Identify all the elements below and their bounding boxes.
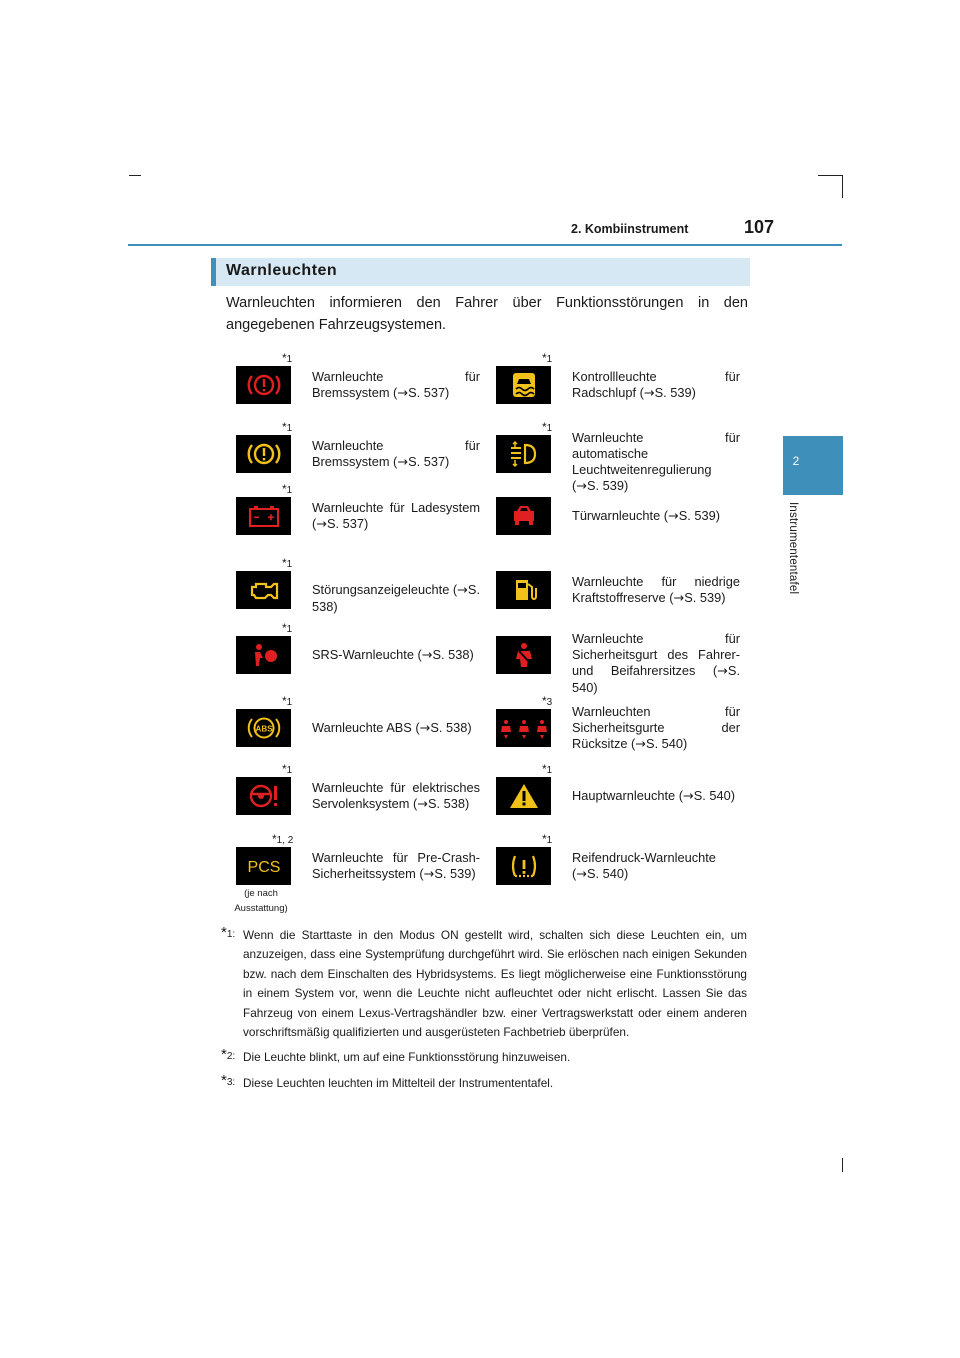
lamp-description [572,430,740,495]
lamp-description-text: SRS-Warnleuchte ( [312,647,422,662]
footnote [221,1048,747,1067]
footnote-marker [542,694,552,708]
lamp-description-text: Warnleuchte für Ladesystem ( [312,500,480,531]
lamp-description-text: Warnleuchte für automatische Leuchtweitenregulierung ( [572,430,740,493]
lamp-description-text: Warnleuchte für niedrige Kraftstoffreserve ( [572,574,740,605]
footnote-text: Wenn die Starttaste in den Modus ON gestellt wird, schalten sich diese Leuchten ein, um anzuzeigen, dass eine Systemprüfung durchgeführt wird. Sie erlöschen nach einigen Sekunden bzw. nach dem Einschalten des Hybridsystems. Es liegt möglicherweise eine Funktionsstörung in einem System vor, wenn die Leuchte nicht aufleuchtet oder nicht erlischt. Lassen Sie das Fahrzeug von einem Lexus-Vertragshändler bzw. einer Vertragswerkstatt oder einem anderen vorschriftsmäßig qualifizierten und ausgerüsteten Fachbetrieb überprüfen. [243,928,747,1040]
footnote [221,926,747,1042]
brake-warning-lamp [236,366,291,404]
abs-icon [247,713,281,743]
lamp-description [572,850,740,883]
footnote-star: * [282,556,287,570]
lamp-description-text: Störungsanzeigeleuchte ( [312,582,458,597]
svg-text:PCS: PCS [247,859,280,876]
arrow-icon: → [635,737,647,752]
page-reference: S. 540) [572,663,740,695]
door-open-lamp [496,497,551,535]
intro-paragraph: Warnleuchten informieren den Fahrer über Funktionsstörungen in den angegebenen Fahrzeugsystemen. [226,295,748,333]
lamp-description [312,582,480,615]
footnote-star: * [282,762,287,776]
lamp-description [312,369,480,402]
arrow-icon: → [682,789,694,804]
fuel-icon [507,575,541,605]
lamp-description [312,720,480,737]
header-rule [128,244,842,246]
arrow-icon: → [576,479,587,494]
battery-lamp [236,497,291,535]
pcs-icon [247,851,281,881]
seatbelt-icon [507,640,541,670]
slip-indicator-lamp [496,366,551,404]
footnote-star: * [272,832,277,846]
footnote-label-number: 2: [226,1051,236,1063]
footnote-marker [542,762,552,776]
footnote-number: 1, 2 [276,835,294,846]
tire-pressure-icon [507,851,541,881]
lamp-description-text: Türwarnleuchte ( [572,508,669,523]
footnote-number: 1 [286,559,293,570]
airbag-icon [247,640,281,670]
lamp-description [572,508,740,525]
lamp-description [312,500,480,533]
brake-warning-icon [247,439,281,469]
lamp-description [312,438,480,471]
footnote-marker [542,351,552,365]
footnotes [221,926,747,1099]
footnote-text: Diese Leuchten leuchten im Mittelteil der Instrumententafel. [243,1075,554,1090]
chapter-tab-number: 2 [792,454,800,468]
footnote-label: *2: [221,1046,236,1064]
footnote-number: 1 [286,697,293,708]
page-reference: S. 540) [693,788,735,803]
footnote-marker [282,621,292,635]
tire-pressure-lamp [496,847,551,885]
lamp-description [572,788,740,805]
pcs-lamp [236,847,291,885]
footnote-star: * [542,832,547,846]
footnote-number: 1 [286,624,293,635]
page-reference: S. 539) [587,478,629,493]
availability-note: (je nach Ausstattung) [234,888,288,914]
lamp-description-text: Warnleuchte für Bremssystem ( [312,369,480,400]
footnote-marker [542,832,552,846]
master-warning-icon [507,781,541,811]
lamp-description [312,647,480,664]
footnote-label: *3: [221,1071,236,1089]
page-reference: S. 537) [408,385,450,400]
airbag-lamp [236,636,291,674]
lamp-description-text: Warnleuchten für Sicherheitsgurte der Rücksitze ( [572,704,740,751]
rear-seatbelt-lamp [496,709,551,747]
lamp-description-text: Warnleuchte für elektrisches Servolenksystem ( [312,780,480,811]
brake-warning-lamp [236,435,291,473]
chapter-title: 2. Kombiinstrument [571,222,689,236]
battery-icon [247,501,281,531]
footnote [221,1071,747,1093]
footnote-marker [282,351,292,365]
svg-text:ABS: ABS [255,724,272,734]
footnote-star: * [542,420,547,434]
footnote-number: 1 [286,485,293,496]
footnote-text: Die Leuchte blinkt, um auf eine Funktionsstörung hinzuweisen. [243,1050,571,1065]
rear-seatbelt-icon [498,713,550,743]
lamp-description [312,850,480,883]
footnote-number: 1 [546,423,553,434]
arrow-icon: → [397,386,409,401]
footnote-number: 1 [286,765,293,776]
headlight-level-lamp [496,435,551,473]
lamp-description-text: Warnleuchte für Sicherheitsgurt des Fahrer- und Beifahrersitzes ( [572,631,740,678]
lamp-description-text: Reifendruck-Warnleuchte ( [572,850,716,881]
footnote-star: * [282,420,287,434]
steering-warning-icon [247,781,281,811]
fuel-lamp [496,571,551,609]
arrow-icon: → [717,664,728,679]
arrow-icon: → [423,867,435,882]
arrow-icon: → [643,386,655,401]
section-heading [211,258,750,286]
crop-mark [129,175,141,176]
chapter-side-label: Instrumententafel [787,502,799,595]
page-number: 107 [744,217,775,237]
arrow-icon: → [576,867,587,882]
page-reference: S. 538) [430,720,472,735]
arrow-icon: → [668,509,679,524]
lamp-description [572,704,740,753]
arrow-icon: → [419,721,431,736]
arrow-icon: → [421,648,433,663]
page-reference: S. 538) [427,796,470,811]
footnote-number: 1 [286,354,293,365]
engine-icon [247,575,281,605]
lamp-description [312,780,480,813]
door-open-icon [507,501,541,531]
page-reference: S. 538) [312,582,480,614]
lamp-description [572,631,740,696]
master-warning-lamp [496,777,551,815]
page-reference: S. 540) [646,736,688,751]
lamp-description [572,369,740,402]
footnote-marker [282,556,292,570]
page-reference: S. 539) [678,508,721,523]
seatbelt-lamp [496,636,551,674]
arrow-icon: → [417,797,428,812]
page-reference: S. 537) [327,516,369,531]
lamp-description-text: Warnleuchte ABS ( [312,720,420,735]
footnote-label-number: 1: [226,929,236,940]
arrow-icon: → [397,455,409,470]
footnote-star: * [542,762,547,776]
brake-warning-icon [247,370,281,400]
section-heading-text: Warnleuchten [226,262,338,279]
footnote-marker [282,694,292,708]
footnote-marker [282,482,292,496]
footnote-star: * [542,694,547,708]
footnote-label: *1: [221,924,236,941]
footnote-star: * [282,621,287,635]
steering-warning-lamp [236,777,291,815]
page-reference: S. 539) [684,590,726,605]
abs-lamp [236,709,291,747]
headlight-level-icon [507,439,541,469]
footnote-label-number: 3: [226,1076,236,1088]
page-reference: S. 539) [434,866,476,881]
page-reference: S. 538) [432,647,474,662]
footnote-number: 1 [286,423,293,434]
engine-lamp [236,571,291,609]
lamp-description-text: Kontrollleuchte für Radschlupf ( [572,369,740,400]
slip-indicator-icon [507,370,541,400]
footnote-number: 1 [546,354,553,365]
footnote-star: * [282,694,287,708]
footnote-marker [282,762,292,776]
footnote-number: 1 [546,835,553,846]
footnote-number: 1 [546,765,553,776]
arrow-icon: → [316,517,327,532]
arrow-icon: → [673,591,685,606]
footnote-star: * [542,351,547,365]
lamp-description-text: Hauptwarnleuchte ( [572,788,683,803]
crop-mark [818,175,842,176]
page-reference: S. 537) [408,454,450,469]
footnote-star: * [282,351,287,365]
footnote-marker [272,832,293,846]
chapter-tab [783,436,843,495]
lamp-description-text: Warnleuchte für Pre-Crash-Sicherheitssystem ( [312,850,480,881]
footnote-number: 3 [546,697,553,708]
page-reference: S. 540) [587,866,629,881]
lamp-description [572,574,740,607]
arrow-icon: → [457,583,468,598]
lamp-description-text: Warnleuchte für Bremssystem ( [312,438,480,469]
footnote-marker [282,420,292,434]
footnote-marker [542,420,552,434]
footnote-star: * [282,482,287,496]
crop-mark [842,1158,843,1172]
page-reference: S. 539) [654,385,696,400]
crop-mark [842,175,843,198]
